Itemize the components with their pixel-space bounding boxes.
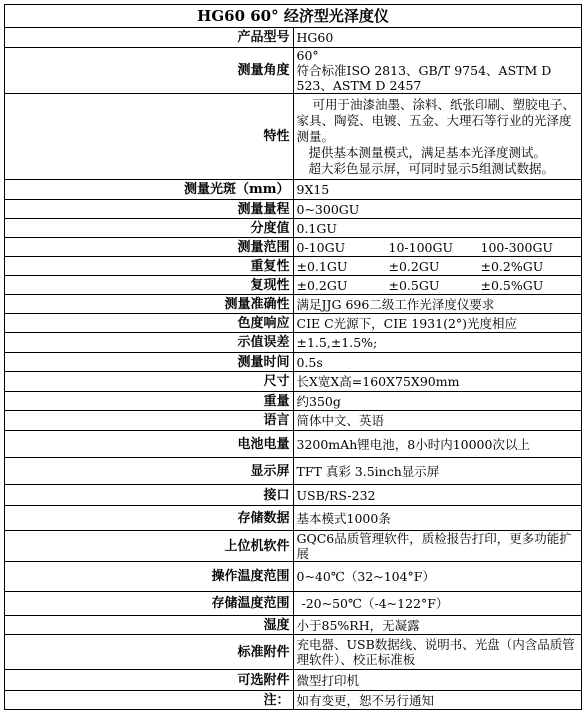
value-accessories: 充电器、USB数据线、说明书、光盘（内含品质管理软件）、校正标准板	[293, 635, 582, 670]
label-display: 显示屏	[5, 458, 294, 485]
spec-table	[4, 4, 582, 710]
row-software	[5, 531, 582, 562]
row-battery	[5, 431, 582, 458]
row-storage	[5, 506, 582, 531]
value-resolution: 0.1GU	[293, 219, 582, 238]
row-storage-temp	[5, 592, 582, 616]
row-features	[5, 94, 582, 180]
label-humidity: 湿度	[5, 616, 294, 635]
label-resolution: 分度值	[5, 219, 294, 238]
value-op-temp: 0~40℃（32~104°F）	[293, 562, 582, 592]
value-language: 简体中文、英语	[293, 411, 582, 431]
row-spot	[5, 180, 582, 200]
value-note: 如有变更，恕不另行通知	[293, 691, 582, 710]
label-optional: 可选附件	[5, 670, 294, 691]
label-range: 测量量程	[5, 200, 294, 219]
label-software: 上位机软件	[5, 531, 294, 562]
value-humidity: 小于85%RH，无凝露	[293, 616, 582, 635]
repeatability-high: ±0.2%GU	[480, 258, 544, 274]
label-reproducibility: 复现性	[5, 276, 294, 295]
label-angle: 测量角度	[5, 48, 294, 94]
reproducibility-low: ±0.2GU	[296, 277, 348, 293]
value-weight: 约350g	[293, 392, 582, 411]
value-accuracy: 满足JJG 696二级工作光泽度仪要求	[293, 295, 582, 314]
measure-range-high: 100-300GU	[480, 239, 553, 255]
row-measure-range	[5, 238, 582, 257]
label-storage-temp: 存储温度范围	[5, 592, 294, 616]
reproducibility-mid: ±0.5GU	[388, 277, 440, 293]
value-software: GQC6品质管理软件，质检报告打印，更多功能扩展	[293, 531, 582, 562]
label-op-temp: 操作温度范围	[5, 562, 294, 592]
repeatability-low: ±0.1GU	[296, 258, 348, 274]
label-measure-range: 测量范围	[5, 238, 294, 257]
label-model: 产品型号	[5, 28, 294, 48]
angle-standards: 符合标准ISO 2813、GB/T 9754、ASTM D 523、ASTM D 2457	[296, 63, 552, 93]
label-weight: 重量	[5, 392, 294, 411]
table-title: HG60 60° 经济型光泽度仪	[5, 5, 582, 28]
row-language	[5, 411, 582, 431]
label-repeatability: 重复性	[5, 257, 294, 276]
label-accuracy: 测量准确性	[5, 295, 294, 314]
row-error	[5, 333, 582, 353]
row-angle	[5, 48, 582, 94]
value-features	[293, 94, 582, 180]
value-size: 长X宽X高=160X75X90mm	[293, 372, 582, 392]
reproducibility-high: ±0.5%GU	[480, 277, 544, 293]
label-interface: 接口	[5, 485, 294, 506]
row-reproducibility	[5, 276, 582, 295]
value-battery: 3200mAh锂电池，8小时内10000次以上	[293, 431, 582, 458]
row-size	[5, 372, 582, 392]
value-display: TFT 真彩 3.5inch显示屏	[293, 458, 582, 485]
row-accuracy	[5, 295, 582, 314]
label-accessories: 标准附件	[5, 635, 294, 670]
value-error: ±1.5,±1.5%;	[293, 333, 582, 353]
row-model	[5, 28, 582, 48]
value-spot: 9X15	[293, 180, 582, 200]
label-size: 尺寸	[5, 372, 294, 392]
title-row	[5, 5, 582, 28]
row-note	[5, 691, 582, 710]
value-storage: 基本模式1000条	[293, 506, 582, 531]
row-time	[5, 353, 582, 372]
feature-2: 提供基本测量模式，满足基本光泽度测试。	[308, 144, 547, 160]
value-reproducibility	[293, 276, 582, 295]
value-measure-range	[293, 238, 582, 257]
label-note: 注：	[5, 691, 294, 710]
value-range: 0~300GU	[293, 200, 582, 219]
row-weight	[5, 392, 582, 411]
measure-range-low: 0-10GU	[296, 239, 346, 255]
value-chroma: CIE C光源下，CIE 1931(2°)光度相应	[293, 314, 582, 333]
label-spot: 测量光斑（mm）	[5, 180, 294, 200]
row-accessories	[5, 635, 582, 670]
value-storage-temp: -20~50℃（-4~122°F）	[293, 592, 582, 616]
row-resolution	[5, 219, 582, 238]
row-humidity	[5, 616, 582, 635]
label-language: 语言	[5, 411, 294, 431]
row-chroma	[5, 314, 582, 333]
label-features: 特性	[5, 94, 294, 180]
row-repeatability	[5, 257, 582, 276]
row-op-temp	[5, 562, 582, 592]
value-repeatability	[293, 257, 582, 276]
row-display	[5, 458, 582, 485]
value-optional: 微型打印机	[293, 670, 582, 691]
label-chroma: 色度响应	[5, 314, 294, 333]
label-battery: 电池电量	[5, 431, 294, 458]
value-model: HG60	[293, 28, 582, 48]
feature-3: 超大彩色显示屏，可同时显示5组测试数据。	[308, 160, 554, 176]
row-range	[5, 200, 582, 219]
feature-1: 可用于油漆油墨、涂料、纸张印刷、塑胶电子、家具、陶瓷、电镀、五金、大理石等行业的光泽度测量。	[296, 96, 576, 144]
repeatability-mid: ±0.2GU	[388, 258, 440, 274]
value-interface: USB/RS-232	[293, 485, 582, 506]
angle-degree: 60°	[296, 48, 319, 63]
measure-range-mid: 10-100GU	[388, 239, 454, 255]
value-angle	[293, 48, 582, 94]
label-time: 测量时间	[5, 353, 294, 372]
row-interface	[5, 485, 582, 506]
value-time: 0.5s	[293, 353, 582, 372]
row-optional	[5, 670, 582, 691]
label-storage: 存储数据	[5, 506, 294, 531]
label-error: 示值误差	[5, 333, 294, 353]
